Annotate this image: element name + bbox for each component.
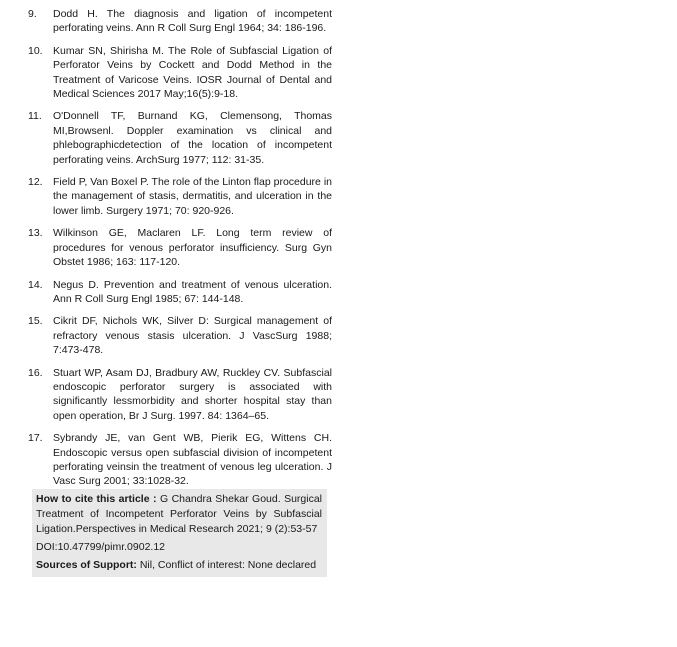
reference-item <box>28 314 332 357</box>
citation-paragraph <box>36 492 322 537</box>
citation-doi: DOI:10.47799/pimr.0902.12 <box>36 541 166 553</box>
reference-number: 10. <box>28 44 43 57</box>
reference-text: Field P, Van Boxel P. The role of the Linton flap procedure in the management of stasis, dermatitis, and ulceration in the lower limb. Surgery 1971; 70: 920-926. <box>53 176 332 217</box>
reference-item <box>28 44 332 102</box>
reference-text: Kumar SN, Shirisha M. The Role of Subfascial Ligation of Perforator Veins by Cockett and Dodd Method in the Treatment of Varicose Veins. IOSR Journal of Dental and Medical Sciences 2017 May;16(5):9-18. <box>53 44 332 101</box>
reference-text: Stuart WP, Asam DJ, Bradbury AW, Ruckley CV. Subfascial endoscopic perforator surgery is associated with significantly lessmorbidity and shorter hospital stay than open operation, Br J Surg. 1997. 84: 1364–65. <box>53 366 332 422</box>
reference-number: 9. <box>28 8 37 20</box>
reference-item <box>28 278 332 307</box>
reference-number: 12. <box>28 176 43 189</box>
reference-text: Negus D. Prevention and treatment of venous ulceration. Ann R Coll Surg Engl 1985; 67: 144-148. <box>53 278 332 305</box>
reference-number: 17. <box>28 432 43 445</box>
reference-item <box>28 175 332 218</box>
reference-text: O'Donnell TF, Burnand KG, Clemensong, Thomas MI,Browsenl. Doppler examination vs clinical and phlebographicdetection of the location of incompetent perforating veins. ArchSurg 1977; 112: 31-35. <box>53 110 332 166</box>
citation-box <box>32 489 327 577</box>
reference-number: 13. <box>28 227 43 240</box>
reference-text: Wilkinson GE, Maclaren LF. Long term review of procedures for venous perforator insufficiency. Surg Gyn Obstet 1986; 163: 117-120. <box>53 227 332 269</box>
reference-number: 16. <box>28 366 43 379</box>
reference-text: Sybrandy JE, van Gent WB, Pierik EG, Wittens CH. Endoscopic versus open subfascial division of incompetent perforating veinsin the treatment of venous leg ulceration. J Vasc Surg 2001; 33:1028-32. <box>53 432 332 488</box>
support-text: Nil, Conflict of interest: None declared <box>139 559 317 571</box>
support-label: Sources of Support: <box>36 559 137 571</box>
citation-label: How to cite this article : <box>36 493 157 505</box>
reference-item <box>28 7 332 36</box>
reference-item <box>28 226 332 269</box>
reference-number: 14. <box>28 278 43 291</box>
reference-number: 15. <box>28 315 43 328</box>
reference-text: Cikrit DF, Nichols WK, Silver D: Surgical management of refractory venous stasis ulceration. J VascSurg 1988; 7:473-478. <box>53 315 332 357</box>
support-paragraph <box>36 558 322 573</box>
reference-item <box>28 366 332 424</box>
citation-text: G Chandra Shekar Goud. Surgical Treatment of Incompetent Perforator Veins by Subfascial Ligation.Perspectives in Medical Research 2021; 9 (2):53-57 <box>36 493 323 535</box>
reference-text: Dodd H. The diagnosis and ligation of incompetent perforating veins. Ann R Coll Surg Engl 1964; 34: 186-196. <box>53 8 332 35</box>
reference-list <box>28 7 332 497</box>
reference-item <box>28 109 332 167</box>
reference-number: 11. <box>28 110 42 123</box>
reference-item <box>28 431 332 489</box>
